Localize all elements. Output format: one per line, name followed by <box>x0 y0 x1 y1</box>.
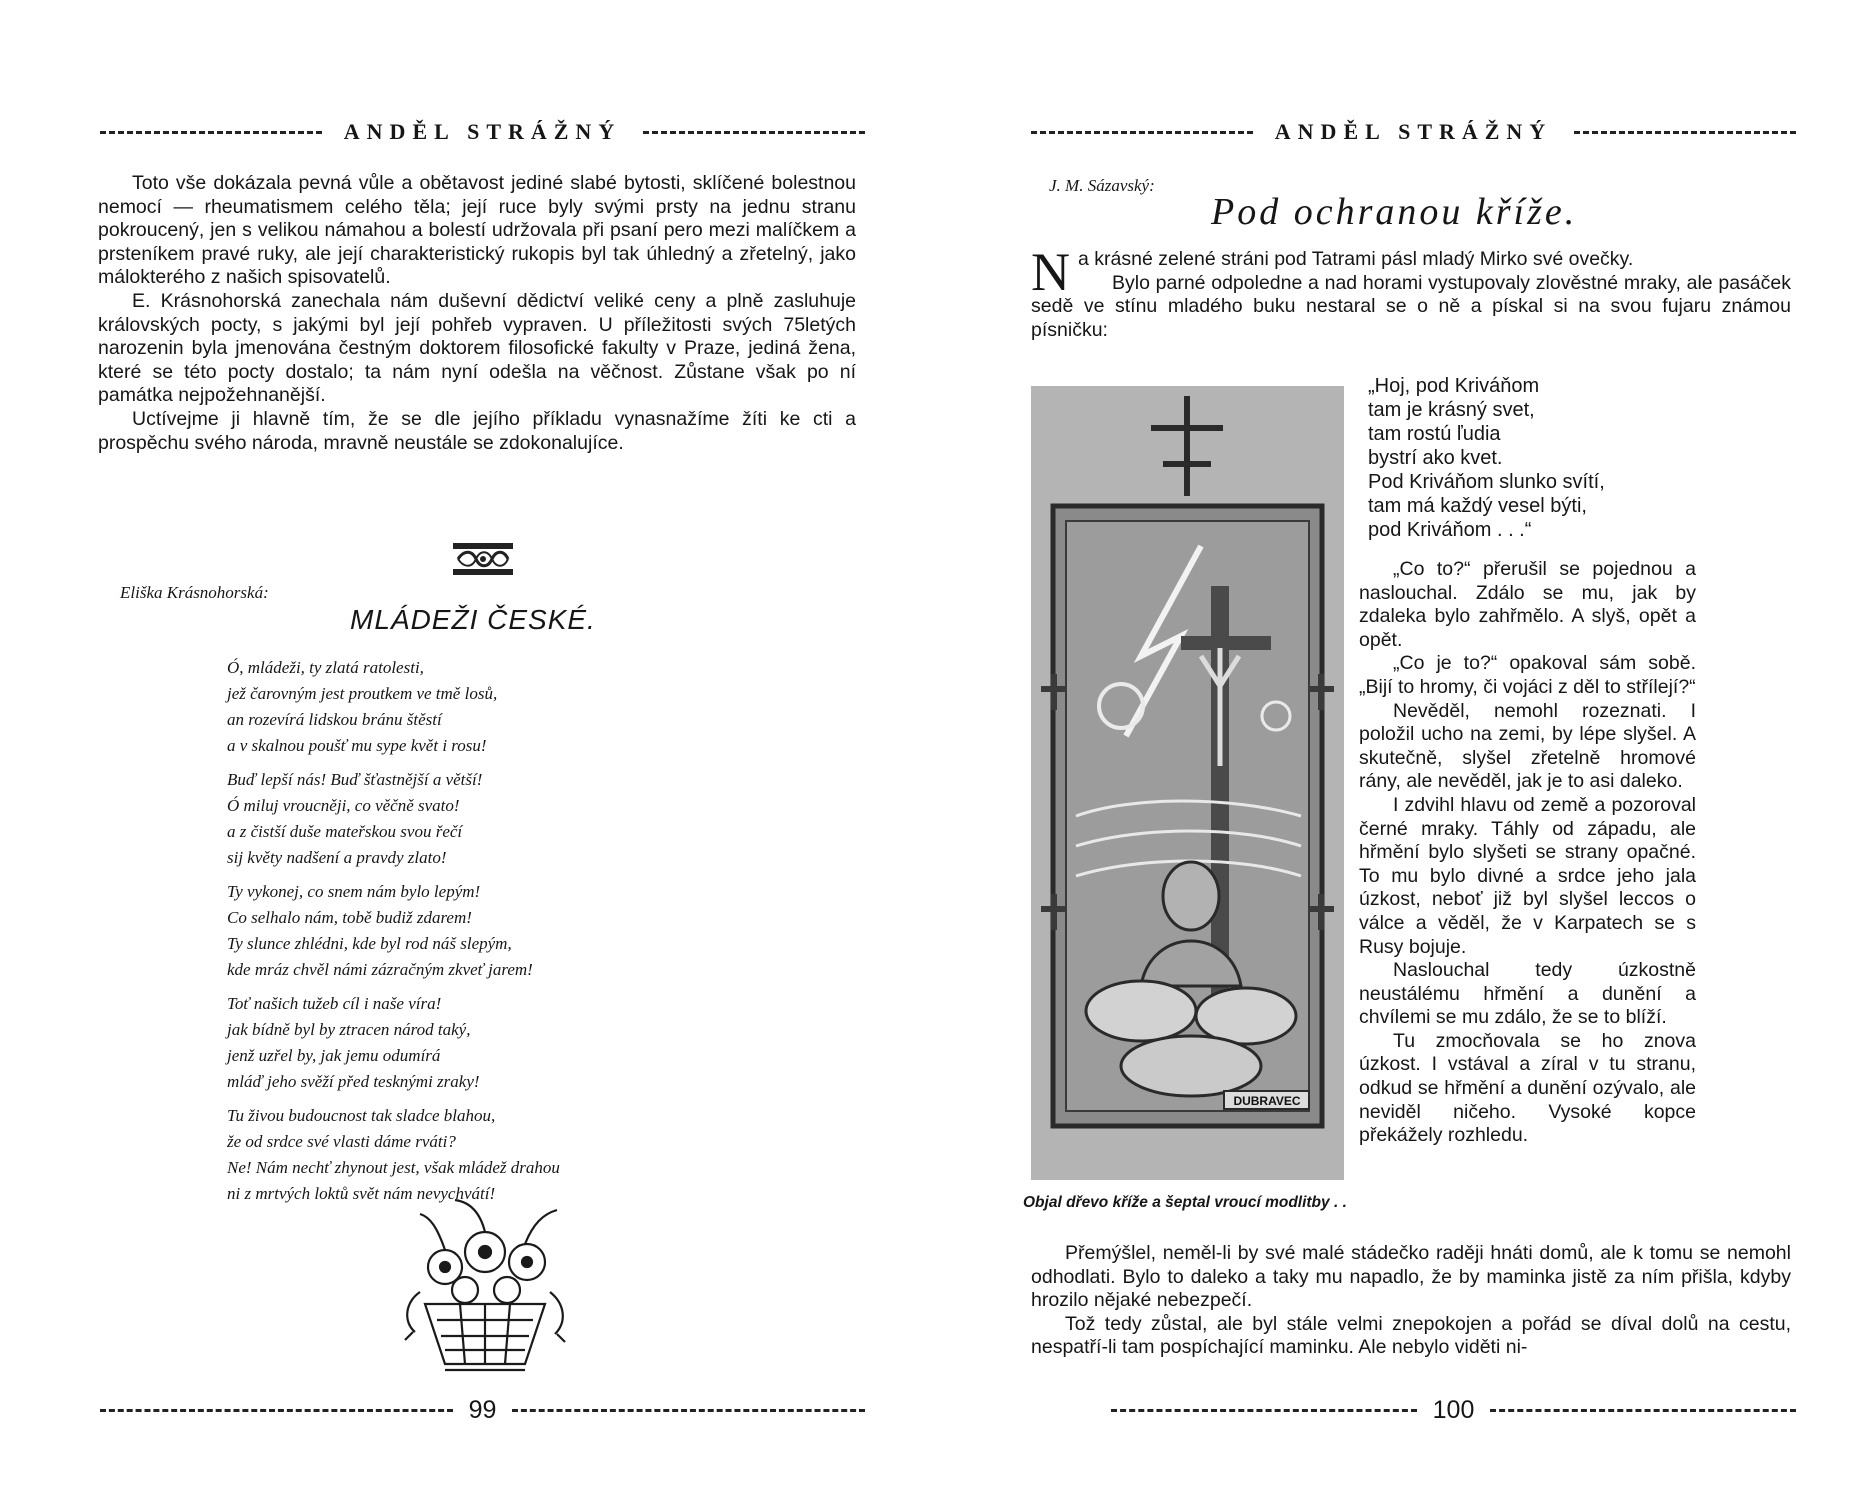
paragraph: Tu zmocňovala se ho znova úzkost. I vstával a zíral v tu stranu, odkud se hřmění a dunění ozývalo, ale neviděl ničeho. Vysoké kopce překážely rozhledu. <box>1359 1029 1696 1147</box>
crucifix-illustration <box>1031 386 1344 1180</box>
paragraph: Toto vše dokázala pevná vůle a obětavost jediné slabé bytosti, sklíčené bolestnou nemocí — rheumatismem celého těla; její ruce byly svými prsty na jednu stranu pokroucený, jen s velikou námahou a bolestí udržovala při psaní pero mezi malíčkem a prsteníkem pravé ruky, ale její charakteristický rukopis byl tak úhledný a zřetelný, jako málokterého z našich spisovatelů. <box>98 172 856 289</box>
story-opening <box>1031 242 1791 342</box>
flower-basket-icon <box>385 1192 585 1382</box>
footer-rule-left <box>100 1409 453 1412</box>
poem-line: Buď lepší nás! Buď šťastnější a větší! <box>227 770 483 789</box>
poem-title: MLÁDEŽI ČESKÉ. <box>350 604 596 635</box>
song-line: tam má každý vesel býti, <box>1368 495 1587 517</box>
poem-line: jenž uzřel by, jak jemu odumírá <box>227 1046 441 1065</box>
left-running-header <box>100 112 865 152</box>
poem-line: Ó miluj vroucněji, co věčně svato! <box>227 796 460 815</box>
header-rule-left <box>100 131 322 134</box>
paragraph: „Co to?“ přerušil se pojednou a naslouchal. Zdálo se mu, jak by zdaleka bylo zahřmělo. A slyš, opět a opět. <box>1359 558 1696 651</box>
paragraph <box>1031 242 1791 302</box>
poem-line: Tu živou budoucnost tak sladce blahou, <box>227 1106 496 1125</box>
story-bottom-text <box>1031 1242 1791 1360</box>
song-line: tam rostú ľudia <box>1368 423 1501 445</box>
poem-author: Eliška Krásnohorská: <box>120 583 269 602</box>
poem-line: Ó, mládeži, ty zlatá ratolesti, <box>227 658 424 677</box>
illustration-signature: DUBRAVEC <box>1233 1094 1301 1108</box>
story-author: J. M. Sázavský: <box>1049 176 1155 195</box>
footer-rule-right <box>1490 1409 1796 1412</box>
poem-stanza <box>227 767 787 871</box>
poem-line: sij květy nadšení a pravdy zlato! <box>227 848 447 867</box>
poem-line: Toť našich tužeb cíl i naše víra! <box>227 994 442 1013</box>
song-verse <box>1368 374 1798 542</box>
paragraph: Nevěděl, nemohl rozeznati. I položil ucho na zemi, by lépe slyšel. A skutečně, slyšel zřetelně hromové rány, ale nevěděl, jak je to asi daleko. <box>1359 699 1696 793</box>
poem-stanza <box>227 879 787 983</box>
header-rule-left <box>1031 131 1253 134</box>
paragraph: Uctívejme ji hlavně tím, že se dle jejího příkladu vynasnažíme žíti ke cti a prospěchu svého národa, mravně neustále se zdokonalujíce. <box>98 407 856 454</box>
page-number: 99 <box>468 1395 497 1424</box>
poem-line: ni z mrtvých loktů svět nám nevychvátí! <box>227 1184 496 1203</box>
poem-line: Co selhalo nám, tobě budiž zdarem! <box>227 908 472 927</box>
paragraph: E. Krásnohorská zanechala nám duševní dědictví veliké ceny a plně zasluhuje královských pocty, s jakými byl její pohřeb vypraven. U příležitosti svých 75letých narozenin byla jmenována čestným doktorem filosofické fakulty v Praze, jediná žena, které se této pocty dostalo; ta nám nyní odešla na věčnost. Zůstane však po ní památka nejpožehnanější. <box>98 289 856 407</box>
poem-line: a v skalnou poušť mu sype květ i rosu! <box>227 736 487 755</box>
story-side-text <box>1359 558 1696 1148</box>
right-page-footer <box>1111 1393 1796 1427</box>
paragraph: „Co je to?“ opakoval sám sobě. „Bijí to hromy, či vojáci z děl to střílejí?“ <box>1359 652 1696 698</box>
left-page-footer <box>100 1393 865 1427</box>
song-line: bystrí ako kvet. <box>1368 447 1503 469</box>
right-running-header <box>1031 112 1796 152</box>
poem-line: a z čistší duše mateřskou svou řečí <box>227 822 463 841</box>
song-line: pod Kriváňom . . .“ <box>1368 519 1532 541</box>
paragraph: Bylo parné odpoledne a nad horami vystupovaly zlověstné mraky, ale pasáček sedě ve stínu mladého buku nestaral se o ně a pískal si na svou fujaru známou písničku: <box>1031 271 1791 341</box>
paragraph: Tož tedy zůstal, ale byl stále velmi znepokojen a pořád se díval dolů na cestu, nespatří-li tam pospíchající maminku. Ale nebylo viděti ni- <box>1031 1312 1791 1359</box>
paragraph: Naslouchal tedy úzkostně neustálému hřmění a dunění a chvílemi se mu zdálo, že se to blíží. <box>1359 959 1696 1029</box>
header-rule-right <box>643 131 865 134</box>
poem-line: an rozevírá lidskou bránu štěstí <box>227 710 442 729</box>
illustration-caption: Objal dřevo kříže a šeptal vroucí modlitby . . <box>1023 1194 1347 1211</box>
poem <box>227 655 787 1215</box>
page-number: 100 <box>1432 1395 1475 1424</box>
poem-line: že od srdce své vlasti dáme rváti? <box>227 1132 456 1151</box>
poem-line: mláď jeho svěží před tesknými zraky! <box>227 1072 480 1091</box>
poem-stanza <box>227 991 787 1095</box>
poem-line: Ne! Nám nechť zhynout jest, však mládež drahou <box>227 1158 560 1177</box>
ornament-divider-icon <box>452 542 514 576</box>
header-rule-right <box>1574 131 1796 134</box>
paragraph: Přemýšlel, neměl-li by své malé stádečko raději hnáti domů, ale k tomu se nemohl odhodlati. Bylo to daleko a taky mu napadlo, že by maminka jistě za ním přišla, kdyby hrozilo nějaké nebezpečí. <box>1031 1242 1791 1312</box>
article-text <box>98 172 856 455</box>
right-page <box>931 0 1862 1500</box>
header-title: ANDĚL STRÁŽNÝ <box>343 119 622 144</box>
poem-stanza <box>227 655 787 759</box>
poem-line: kde mráz chvěl námi zázračným zkveť jarem! <box>227 960 533 979</box>
paragraph: I zdvihl hlavu od země a pozoroval černé mraky. Táhly od západu, ale hřmění bylo slyšeti se strany opačné. To mu bylo divné a srdce jeho jala úzkost, neboť již byl slyšel leccos o válce a věděl, že v Karpatech se s Rusy bojuje. <box>1359 793 1696 958</box>
drop-cap: N <box>1031 242 1070 302</box>
opening-text: a krásné zelené stráni pod Tatrami pásl mladý Mirko své ovečky. <box>1078 248 1634 270</box>
poem-line: Ty vykonej, co snem nám bylo lepým! <box>227 882 481 901</box>
footer-rule-right <box>512 1409 865 1412</box>
poem-line: jak bídně byl by ztracen národ taký, <box>227 1020 471 1039</box>
footer-rule-left <box>1111 1409 1417 1412</box>
poem-line: Ty slunce zhlédni, kde byl rod náš slepým, <box>227 934 512 953</box>
song-line: Pod Kriváňom slunko svítí, <box>1368 471 1605 493</box>
song-line: „Hoj, pod Kriváňom <box>1368 375 1540 397</box>
story-title: Pod ochranou kříže. <box>1211 191 1578 233</box>
header-title: ANDĚL STRÁŽNÝ <box>1274 119 1553 144</box>
song-line: tam je krásný svet, <box>1368 399 1535 421</box>
poem-line: jež čarovným jest proutkem ve tmě losů, <box>227 684 498 703</box>
